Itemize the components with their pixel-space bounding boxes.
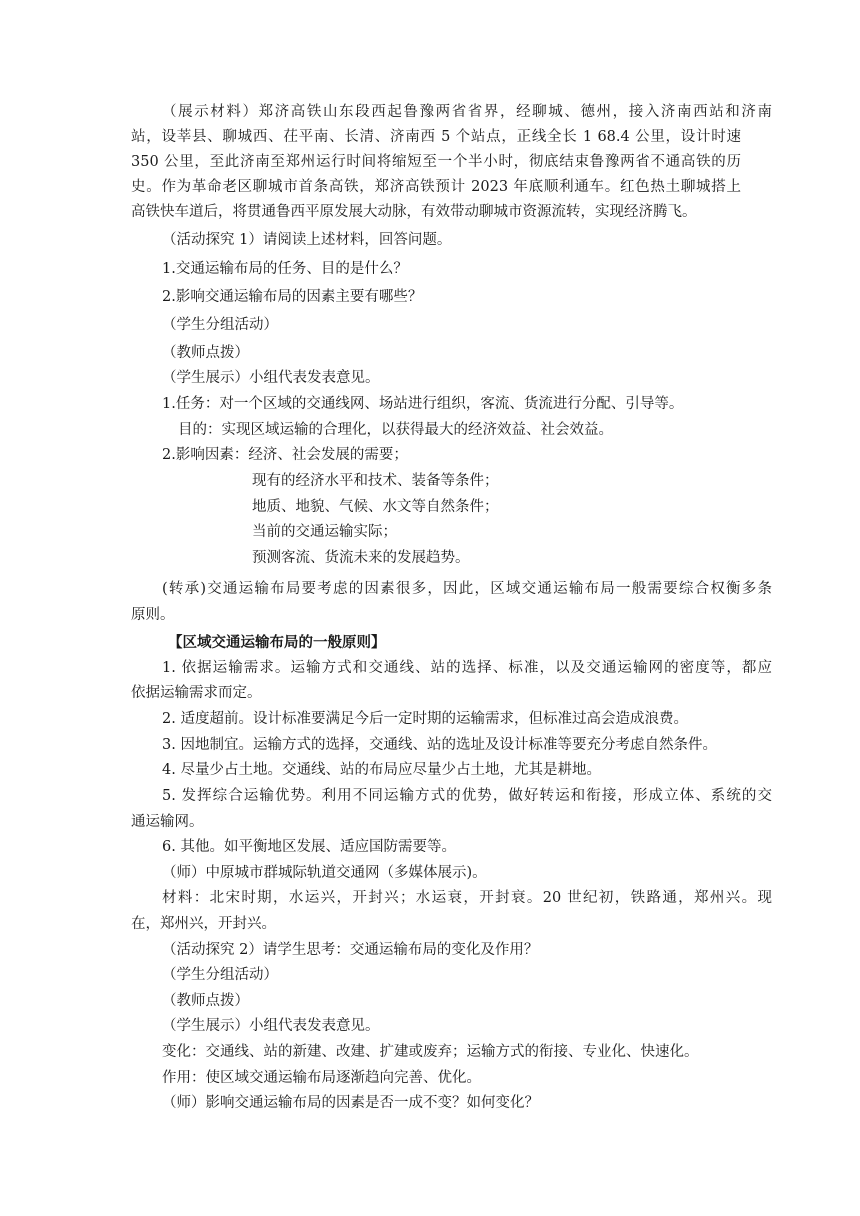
paragraph-line: (转承)交通运输布局要考虑的因素很多，因此，区域交通运输布局一般需要综合权衡多条 xyxy=(162,581,772,597)
answer-line: 变化：交通线、站的新建、改建、扩建或废弃；运输方式的衔接、专业化、快速化。 xyxy=(162,1044,699,1060)
principle-item: 6. 其他。如平衡地区发展、适应国防需要等。 xyxy=(162,839,456,855)
factor-item: 地质、地貌、气候、水文等自然条件； xyxy=(252,499,499,515)
principle-item: 4. 尽量少占土地。交通线、站的布局应尽量少占土地，尤其是耕地。 xyxy=(162,762,601,778)
teacher-line: （师）影响交通运输布局的因素是否一成不变？如何变化？ xyxy=(162,1095,539,1111)
step-label: （学生展示）小组代表发表意见。 xyxy=(162,370,380,386)
activity-heading: （活动探究 2）请学生思考：交通运输布局的变化及作用？ xyxy=(162,942,539,958)
step-label: （学生展示）小组代表发表意见。 xyxy=(162,1018,380,1034)
paragraph-line: 高铁快车道后，将贯通鲁西平原发展大动脉，有效带动聊城市资源流转，实现经济腾飞。 xyxy=(131,204,697,220)
step-label: （教师点拨） xyxy=(162,345,249,361)
principle-item: 5. 发挥综合运输优势。利用不同运输方式的优势，做好转运和衔接，形成立体、系统的交 xyxy=(162,788,772,804)
question-1: 1.交通运输布局的任务、目的是什么？ xyxy=(162,261,408,277)
principle-item: 3. 因地制宜。运输方式的选择，交通线、站的选址及设计标准等要充分考虑自然条件。 xyxy=(162,737,717,753)
factor-item: 现有的经济水平和技术、装备等条件； xyxy=(252,473,499,489)
section-heading: 【区域交通运输布局的一般原则】 xyxy=(168,634,386,651)
principle-item: 2. 适度超前。设计标准要满足今后一定时期的运输需求，但标准过高会造成浪费。 xyxy=(162,711,688,727)
answer-line: 2.影响因素：经济、社会发展的需要； xyxy=(162,447,408,463)
answer-line: 目的：实现区域运输的合理化，以获得最大的经济效益、社会效益。 xyxy=(178,422,613,438)
principle-item: 通运输网。 xyxy=(131,814,204,830)
factor-item: 预测客流、货流未来的发展趋势。 xyxy=(252,550,470,566)
principle-item: 1. 依据运输需求。运输方式和交通线、站的选择、标准，以及交通运输网的密度等，都应 xyxy=(162,660,772,676)
step-label: （学生分组活动） xyxy=(162,317,278,333)
principle-item: 依据运输需求而定。 xyxy=(131,685,262,701)
step-label: （学生分组活动） xyxy=(162,967,278,983)
paragraph-line: 站，设莘县、聊城西、茌平南、长清、济南西 5 个站点，正线全长 1 68.4 公里，设计时速 xyxy=(131,129,741,145)
activity-heading: （活动探究 1）请阅读上述材料，回答问题。 xyxy=(162,232,452,248)
teacher-line: （师）中原城市群城际轨道交通网（多媒体展示)。 xyxy=(162,865,487,881)
material-line: 在，郑州兴，开封兴。 xyxy=(131,916,276,932)
answer-line: 1.任务：对一个区域的交通线网、场站进行组织，客流、货流进行分配、引导等。 xyxy=(162,396,684,412)
question-2: 2.影响交通运输布局的因素主要有哪些？ xyxy=(162,289,423,305)
factor-item: 当前的交通运输实际； xyxy=(252,524,397,540)
answer-line: 作用：使区域交通运输布局逐渐趋向完善、优化。 xyxy=(162,1070,481,1086)
paragraph-line: 史。作为革命老区聊城市首条高铁，郑济高铁预计 2023 年底顺利通车。红色热土聊城搭上 xyxy=(131,179,741,195)
step-label: （教师点拨） xyxy=(162,993,249,1009)
paragraph-line: 原则。 xyxy=(131,607,175,623)
paragraph-line: 350 公里，至此济南至郑州运行时间将缩短至一个半小时，彻底结束鲁豫两省不通高铁的历 xyxy=(131,154,741,170)
paragraph-line: （展示材料）郑济高铁山东段西起鲁豫两省省界，经聊城、德州，接入济南西站和济南 xyxy=(162,104,772,120)
material-line: 材料：北宋时期，水运兴，开封兴；水运衰，开封衰。20 世纪初，铁路通，郑州兴。现 xyxy=(162,890,772,906)
